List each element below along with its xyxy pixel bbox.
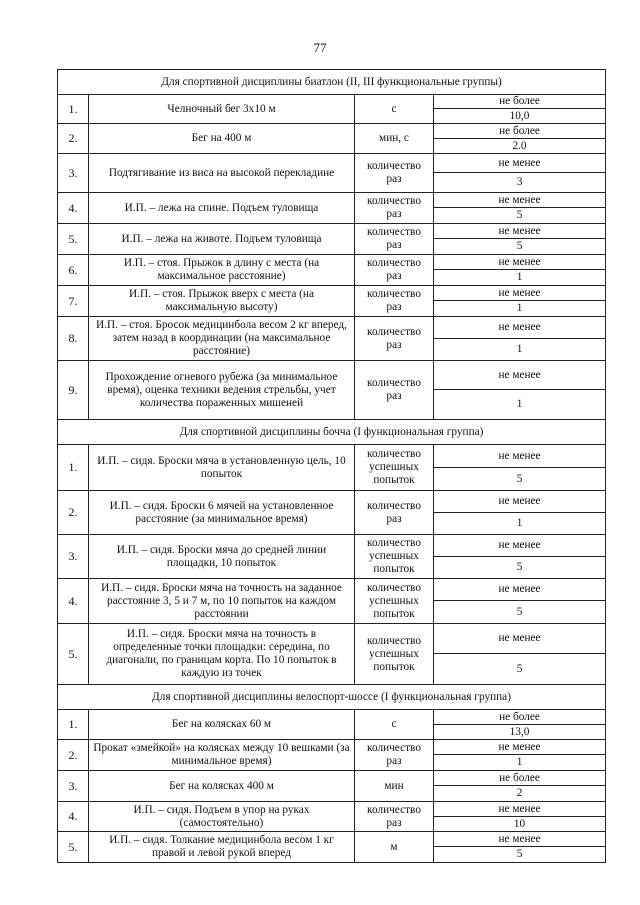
standard-value: 10,0 (434, 109, 606, 124)
table-row (58, 361, 606, 390)
standard-value: 5 (434, 557, 606, 579)
table-row (58, 154, 606, 173)
row-number: 3. (58, 154, 89, 193)
unit-of-measure: количество успешных попыток (355, 535, 434, 579)
row-number: 5. (58, 624, 89, 685)
unit-of-measure: количество раз (355, 361, 434, 420)
standard-value: 1 (434, 339, 606, 361)
section-header-row (58, 420, 606, 445)
table-row (58, 740, 606, 755)
requirement-label: не менее (434, 740, 606, 755)
exercise-name: Подтягивание из виса на высокой перекладине (89, 154, 355, 193)
exercise-name: Прокат «змейкой» на колясках между 10 вешками (за минимальное время) (89, 740, 355, 771)
requirement-label: не менее (434, 193, 606, 208)
exercise-name: Бег на 400 м (89, 124, 355, 154)
unit-of-measure: количество раз (355, 317, 434, 361)
table-row (58, 491, 606, 513)
requirement-label: не более (434, 771, 606, 786)
standard-value: 1 (434, 755, 606, 771)
standard-value: 5 (434, 847, 606, 863)
unit-of-measure: количество раз (355, 491, 434, 535)
requirement-label: не менее (434, 286, 606, 301)
row-number: 1. (58, 445, 89, 491)
exercise-name: И.П. – сидя. Броски мяча до средней линии площадки, 10 попыток (89, 535, 355, 579)
row-number: 2. (58, 740, 89, 771)
table-row (58, 445, 606, 468)
unit-of-measure: количество успешных попыток (355, 445, 434, 491)
table-row (58, 579, 606, 601)
table-row (58, 317, 606, 339)
row-number: 4. (58, 802, 89, 832)
table-row (58, 124, 606, 139)
exercise-name: И.П. – сидя. Толкание медицинбола весом 1 кг правой и левой рукой вперед (89, 832, 355, 863)
row-number: 1. (58, 710, 89, 740)
standard-value: 5 (434, 654, 606, 685)
requirement-label: не менее (434, 224, 606, 239)
section-title: Для спортивной дисциплины бочча (I функциональная группа) (58, 420, 606, 445)
requirement-label: не менее (434, 361, 606, 390)
unit-of-measure: количество раз (355, 224, 434, 255)
standard-value: 5 (434, 601, 606, 624)
table-row (58, 224, 606, 239)
row-number: 2. (58, 491, 89, 535)
table-row (58, 255, 606, 270)
requirement-label: не менее (434, 255, 606, 270)
table-row (58, 710, 606, 725)
standard-value: 5 (434, 208, 606, 224)
unit-of-measure: количество раз (355, 193, 434, 224)
unit-of-measure: количество успешных попыток (355, 579, 434, 624)
requirement-label: не более (434, 95, 606, 109)
section-title: Для спортивной дисциплины биатлон (II, III функциональные группы) (58, 70, 606, 95)
standard-value: 5 (434, 468, 606, 491)
unit-of-measure: с (355, 95, 434, 124)
requirement-label: не менее (434, 154, 606, 173)
exercise-name: И.П. – лежа на спине. Подъем туловища (89, 193, 355, 224)
requirement-label: не менее (434, 535, 606, 557)
standard-value: 10 (434, 817, 606, 832)
page-number: 77 (313, 40, 327, 55)
exercise-name: И.П. – лежа на животе. Подъем туловища (89, 224, 355, 255)
standard-value: 1 (434, 301, 606, 317)
unit-of-measure: количество раз (355, 255, 434, 286)
requirement-label: не менее (434, 579, 606, 601)
standard-value: 5 (434, 239, 606, 255)
row-number: 3. (58, 771, 89, 802)
unit-of-measure: количество раз (355, 154, 434, 193)
table-row (58, 771, 606, 786)
row-number: 6. (58, 255, 89, 286)
row-number: 3. (58, 535, 89, 579)
row-number: 9. (58, 361, 89, 420)
table-row (58, 95, 606, 109)
requirement-label: не менее (434, 832, 606, 847)
table-row (58, 193, 606, 208)
standard-value: 1 (434, 513, 606, 535)
requirement-label: не менее (434, 317, 606, 339)
exercise-name: И.П. – сидя. Броски мяча в установленную цель, 10 попыток (89, 445, 355, 491)
section-title: Для спортивной дисциплины велоспорт-шоссе (I функциональная группа) (58, 685, 606, 710)
row-number: 8. (58, 317, 89, 361)
exercise-name: И.П. – стоя. Прыжок в длину с места (на максимальное расстояние) (89, 255, 355, 286)
row-number: 4. (58, 579, 89, 624)
row-number: 5. (58, 832, 89, 863)
requirement-label: не более (434, 124, 606, 139)
exercise-name: И.П. – стоя. Прыжок вверх с места (на максимальную высоту) (89, 286, 355, 317)
table-row (58, 802, 606, 817)
table-row (58, 832, 606, 847)
row-number: 4. (58, 193, 89, 224)
requirement-label: не менее (434, 491, 606, 513)
row-number: 1. (58, 95, 89, 124)
standard-value: 2 (434, 786, 606, 802)
unit-of-measure: количество раз (355, 286, 434, 317)
unit-of-measure: с (355, 710, 434, 740)
unit-of-measure: м (355, 832, 434, 863)
standard-value: 3 (434, 173, 606, 193)
exercise-name: Бег на колясках 400 м (89, 771, 355, 802)
row-number: 7. (58, 286, 89, 317)
row-number: 5. (58, 224, 89, 255)
unit-of-measure: мин, с (355, 124, 434, 154)
requirement-label: не менее (434, 445, 606, 468)
exercise-name: Челночный бег 3х10 м (89, 95, 355, 124)
exercise-name: И.П. – стоя. Бросок медицинбола весом 2 кг вперед, затем назад в координации (на максимальное расстояние) (89, 317, 355, 361)
exercise-name: Прохождение огневого рубежа (за минимальное время), оценка техники ведения стрельбы, учет количества пораженных мишеней (89, 361, 355, 420)
requirement-label: не менее (434, 624, 606, 654)
row-number: 2. (58, 124, 89, 154)
exercise-name: И.П. – сидя. Броски мяча на точность на заданное расстояние 3, 5 и 7 м, по 10 попыток на каждом расстоянии (89, 579, 355, 624)
standard-value: 2.0 (434, 139, 606, 154)
requirement-label: не менее (434, 802, 606, 817)
unit-of-measure: мин (355, 771, 434, 802)
requirement-label: не более (434, 710, 606, 725)
table-row (58, 535, 606, 557)
standard-value: 1 (434, 390, 606, 420)
unit-of-measure: количество раз (355, 802, 434, 832)
exercise-name: И.П. – сидя. Подъем в упор на руках (самостоятельно) (89, 802, 355, 832)
table-row (58, 286, 606, 301)
standard-value: 13,0 (434, 725, 606, 740)
standard-value: 1 (434, 270, 606, 286)
table-row (58, 624, 606, 654)
exercise-name: Бег на колясках 60 м (89, 710, 355, 740)
unit-of-measure: количество успешных попыток (355, 624, 434, 685)
unit-of-measure: количество раз (355, 740, 434, 771)
exercise-name: И.П. – сидя. Броски 6 мячей на установленное расстояние (за минимальное время) (89, 491, 355, 535)
standards-table (57, 69, 606, 863)
section-header-row (58, 70, 606, 95)
exercise-name: И.П. – сидя. Броски мяча на точность в определенные точки площадки: середина, по диагонали, по границам корта. По 10 попыток в каждую из точек (89, 624, 355, 685)
section-header-row (58, 685, 606, 710)
